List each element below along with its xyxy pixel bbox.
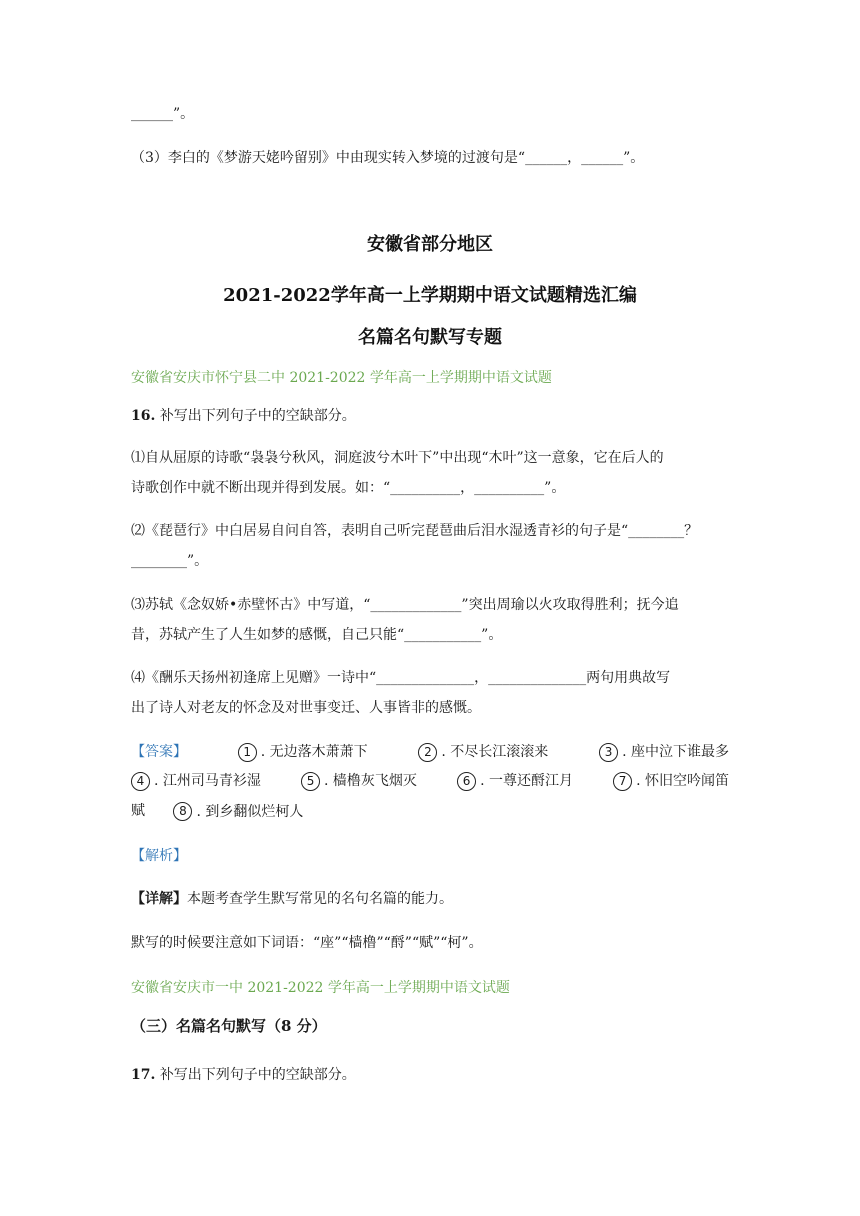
answer-text: . 怀旧空吟闻笛 <box>636 773 729 789</box>
circled-number: 8 <box>173 802 192 821</box>
question-number: 17. <box>131 1067 156 1083</box>
answer-text: . 江州司马青衫湿 <box>154 773 261 789</box>
answer-text-continuation: 赋 <box>131 803 145 819</box>
answer-item <box>418 742 548 762</box>
answer-item <box>238 742 368 762</box>
circled-number: 6 <box>457 772 476 791</box>
source-label: 安徽省安庆市一中 2021-2022 学年高一上学期期中语文试题 <box>131 980 510 996</box>
circled-number: 5 <box>301 772 320 791</box>
detail-line <box>131 889 453 909</box>
item-4-line-2: 出了诗人对老友的怀念及对世事变迁、人事皆非的感慨。 <box>131 700 481 716</box>
question-number: 16. <box>131 408 156 424</box>
text-line: ______”。 <box>131 106 195 122</box>
detail-tag: 【详解】 <box>131 891 187 907</box>
doc-title-main: 2021-2022学年高一上学期期中语文试题精选汇编 <box>223 285 637 306</box>
question-text: 补写出下列句子中的空缺部分。 <box>159 1067 356 1083</box>
answer-item <box>613 771 729 791</box>
circled-number: 1 <box>238 743 257 762</box>
question-17 <box>131 1065 356 1085</box>
circled-number: 3 <box>599 743 618 762</box>
answer-item <box>457 771 573 791</box>
answer-tag: 【答案】 <box>131 744 187 760</box>
answer-row-2 <box>131 771 729 791</box>
answer-item <box>599 742 729 762</box>
analysis-tag: 【解析】 <box>131 848 187 864</box>
answer-text: . 到乡翻似烂柯人 <box>196 803 304 820</box>
answer-text: . 樯橹灰飞烟灭 <box>324 773 417 789</box>
doc-title-region: 安徽省部分地区 <box>367 234 493 255</box>
answer-item <box>131 771 261 791</box>
section-subheading: （三）名篇名句默写（8 分） <box>131 1017 327 1035</box>
answer-item <box>173 802 303 822</box>
item-4-line-1: ⑷《酬乐天扬州初逢席上见赠》一诗中“______________，______________两句用典故写 <box>131 670 671 686</box>
answer-text: . 座中泣下谁最多 <box>622 744 729 760</box>
item-3-line-1: ⑶苏轼《念奴娇•赤壁怀古》中写道，“_____________”突出周瑜以火攻取得胜利；抚今追 <box>131 597 679 613</box>
answer-row-3 <box>131 801 303 822</box>
circled-number: 7 <box>613 772 632 791</box>
item-2-line-2: ________”。 <box>131 553 209 569</box>
answer-text: . 不尽长江滚滚来 <box>441 744 549 760</box>
answer-text: . 一尊还酹江月 <box>480 773 573 789</box>
item-1-line-2: 诗歌创作中就不断出现并得到发展。如：“__________，__________”。 <box>131 480 566 496</box>
item-1-line-1: ⑴自从屈原的诗歌“袅袅兮秋风，洞庭波兮木叶下”中出现“木叶”这一意象，它在后人的 <box>131 450 664 466</box>
item-3-line-2: 昔，苏轼产生了人生如梦的感慨，自己只能“___________”。 <box>131 627 503 643</box>
question-3-line: （3）李白的《梦游天姥吟留别》中由现实转入梦境的过渡句是“______，______”。 <box>131 150 645 166</box>
answer-row-1 <box>131 742 729 762</box>
question-text: 补写出下列句子中的空缺部分。 <box>159 408 356 424</box>
doc-title-topic: 名篇名句默写专题 <box>358 327 502 348</box>
question-16 <box>131 406 356 426</box>
detail-text: 本题考查学生默写常见的名句名篇的能力。 <box>187 891 453 907</box>
answer-text: . 无边落木萧萧下 <box>260 744 368 760</box>
item-2-line-1: ⑵《琵琶行》中白居易自问自答，表明自己听完琵琶曲后泪水湿透青衫的句子是“________？ <box>131 523 699 539</box>
source-label: 安徽省安庆市怀宁县二中 2021-2022 学年高一上学期期中语文试题 <box>131 370 552 386</box>
answer-item <box>301 771 417 791</box>
note-line: 默写的时候要注意如下词语：“座”“樯橹”“酹”“赋”“柯”。 <box>131 935 483 951</box>
circled-number: 2 <box>418 743 437 762</box>
circled-number: 4 <box>131 772 150 791</box>
